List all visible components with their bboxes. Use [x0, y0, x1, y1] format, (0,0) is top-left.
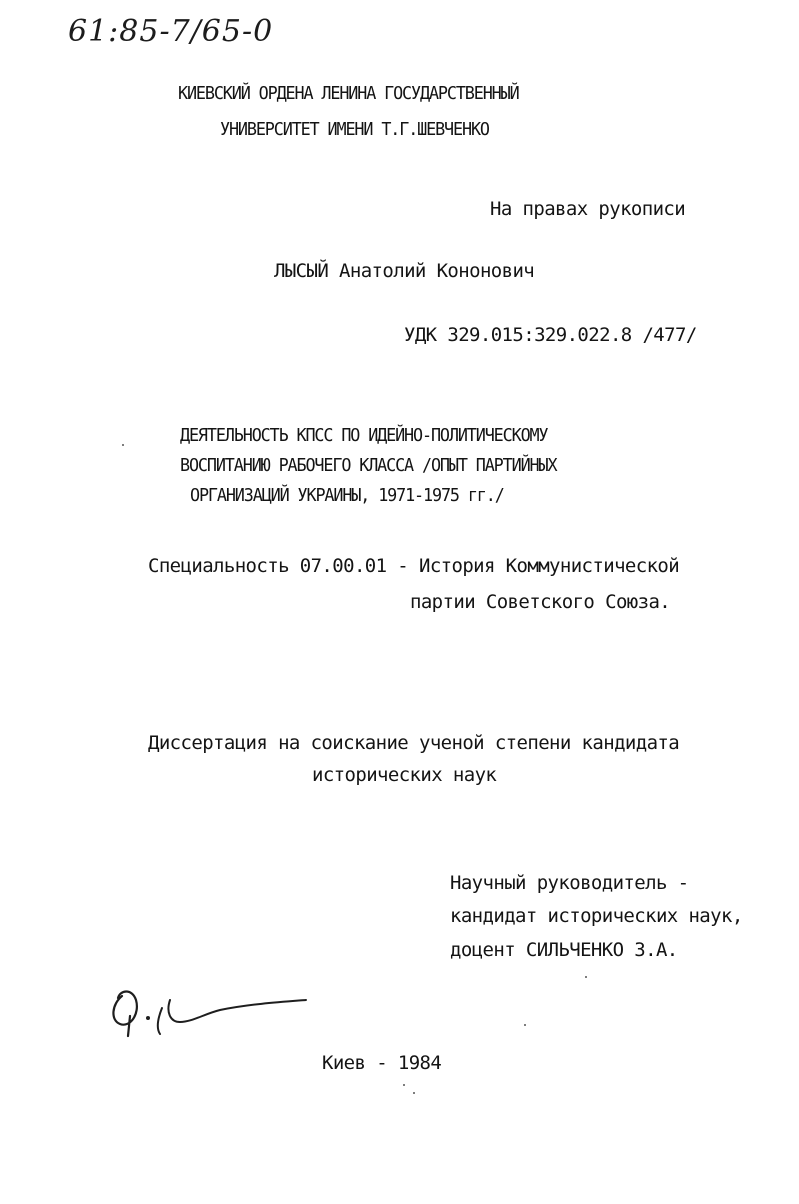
- title-line-2: ВОСПИТАНИЮ РАБОЧЕГО КЛАССА /ОПЫТ ПАРТИЙНЫХ: [180, 455, 557, 476]
- paper-speck: [403, 1084, 405, 1086]
- title-line-3: ОРГАНИЗАЦИЙ УКРАИНЫ, 1971-1975 гг./: [190, 485, 504, 506]
- paper-speck: [413, 1092, 415, 1094]
- author-name: ЛЫСЫЙ Анатолий Кононович: [274, 260, 535, 282]
- place-and-year: Киев - 1984: [322, 1052, 442, 1074]
- supervisor-line-3: доцент СИЛЬЧЕНКО З.А.: [450, 939, 678, 961]
- handwritten-archive-code: 61:85-7/65-0: [68, 14, 274, 49]
- dissertation-line-1: Диссертация на соискание ученой степени кандидата: [148, 732, 680, 754]
- institution-line-1: КИЕВСКИЙ ОРДЕНА ЛЕНИНА ГОСУДАРСТВЕННЫЙ: [178, 83, 519, 104]
- paper-speck: [585, 976, 587, 978]
- institution-line-2: УНИВЕРСИТЕТ ИМЕНИ Т.Г.ШЕВЧЕНКО: [220, 119, 489, 140]
- supervisor-line-1: Научный руководитель -: [450, 872, 689, 894]
- title-line-1: ДЕЯТЕЛЬНОСТЬ КПСС ПО ИДЕЙНО-ПОЛИТИЧЕСКОМУ: [180, 425, 548, 446]
- udk-code: УДК 329.015:329.022.8 /477/: [404, 324, 697, 346]
- manuscript-note: На правах рукописи: [490, 198, 686, 220]
- specialty-line-1: Специальность 07.00.01 - История Коммунистической: [148, 555, 680, 577]
- supervisor-line-2: кандидат исторических наук,: [450, 905, 743, 927]
- dissertation-line-2: исторических наук: [312, 764, 497, 786]
- specialty-line-2: партии Советского Союза.: [410, 591, 671, 613]
- handwritten-signature: [100, 978, 320, 1058]
- paper-speck: [122, 444, 124, 446]
- paper-speck: [524, 1024, 526, 1026]
